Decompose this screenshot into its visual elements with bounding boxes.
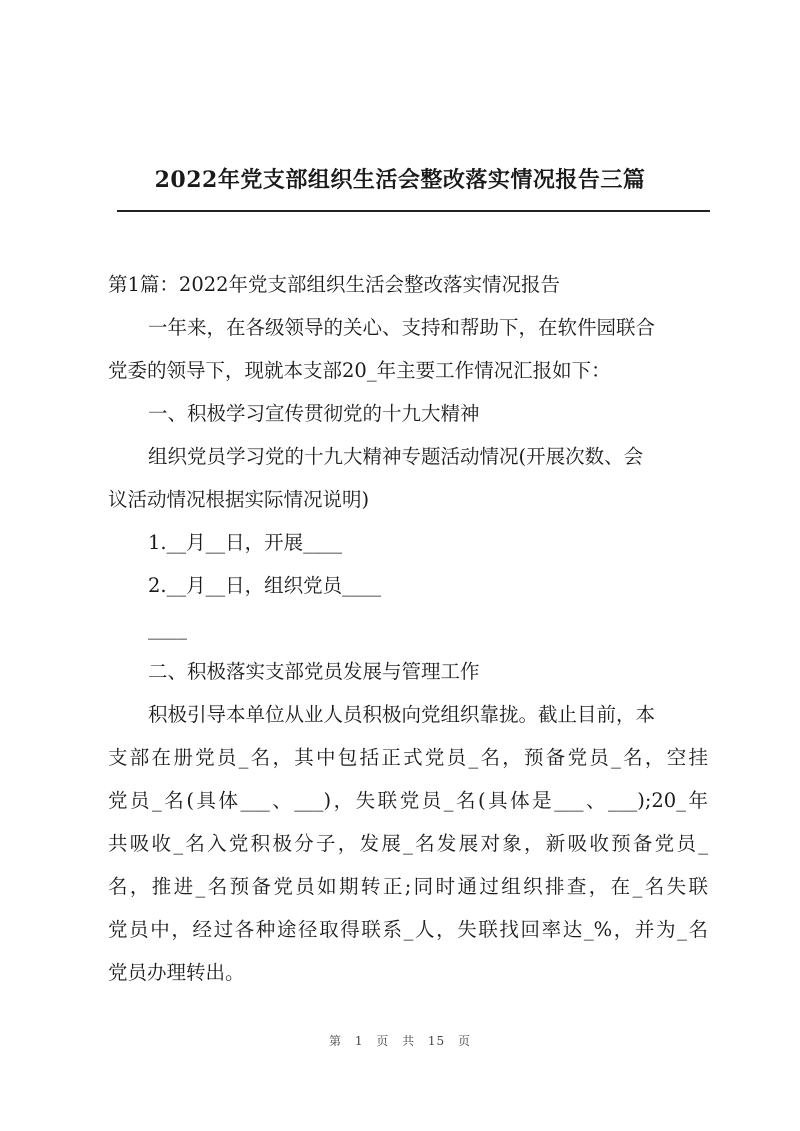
paragraph-line: 积极引导本单位从业人员积极向党组织靠拢。截止目前，本 [148,703,656,726]
list-item: 2.__月__日，组织党员____ [148,574,382,597]
list-item: 1.__月__日，开展____ [148,531,343,554]
title-divider [117,210,710,212]
paragraph-line: 共吸收_名入党积极分子，发展_名发展对象，新吸收预备党员_ [108,832,708,855]
blank-line: ____ [148,617,187,640]
subsection-heading-1: 一、积极学习宣传贯彻党的十九大精神 [148,402,480,425]
paragraph-line: 党员_名(具体___、___)，失联党员_名(具体是___、___);20_年 [108,789,708,812]
section-heading-part-1: 第1篇：2022年党支部组织生活会整改落实情况报告 [108,273,561,296]
page-number-footer: 第 1 页 共 15 页 [329,1034,471,1048]
paragraph-line: 党委的领导下，现就本支部20_年主要工作情况汇报如下： [108,359,611,382]
paragraph-line: 议活动情况根据实际情况说明) [108,488,370,511]
subsection-heading-2: 二、积极落实支部党员发展与管理工作 [148,660,480,683]
document-title: 2022年党支部组织生活会整改落实情况报告三篇 [154,167,646,193]
paragraph-line: 党员办理转出。 [108,961,245,984]
paragraph-line: 名，推进_名预备党员如期转正;同时通过组织排查，在_名失联 [108,875,708,898]
paragraph-line: 党员中，经过各种途径取得联系_人，失联找回率达_%，并为_名 [108,918,708,941]
paragraph-line: 一年来，在各级领导的关心、支持和帮助下，在软件园联合 [148,316,656,339]
paragraph-line: 支部在册党员_名，其中包括正式党员_名，预备党员_名，空挂 [108,746,708,769]
paragraph-line: 组织党员学习党的十九大精神专题活动情况(开展次数、会 [148,445,644,468]
